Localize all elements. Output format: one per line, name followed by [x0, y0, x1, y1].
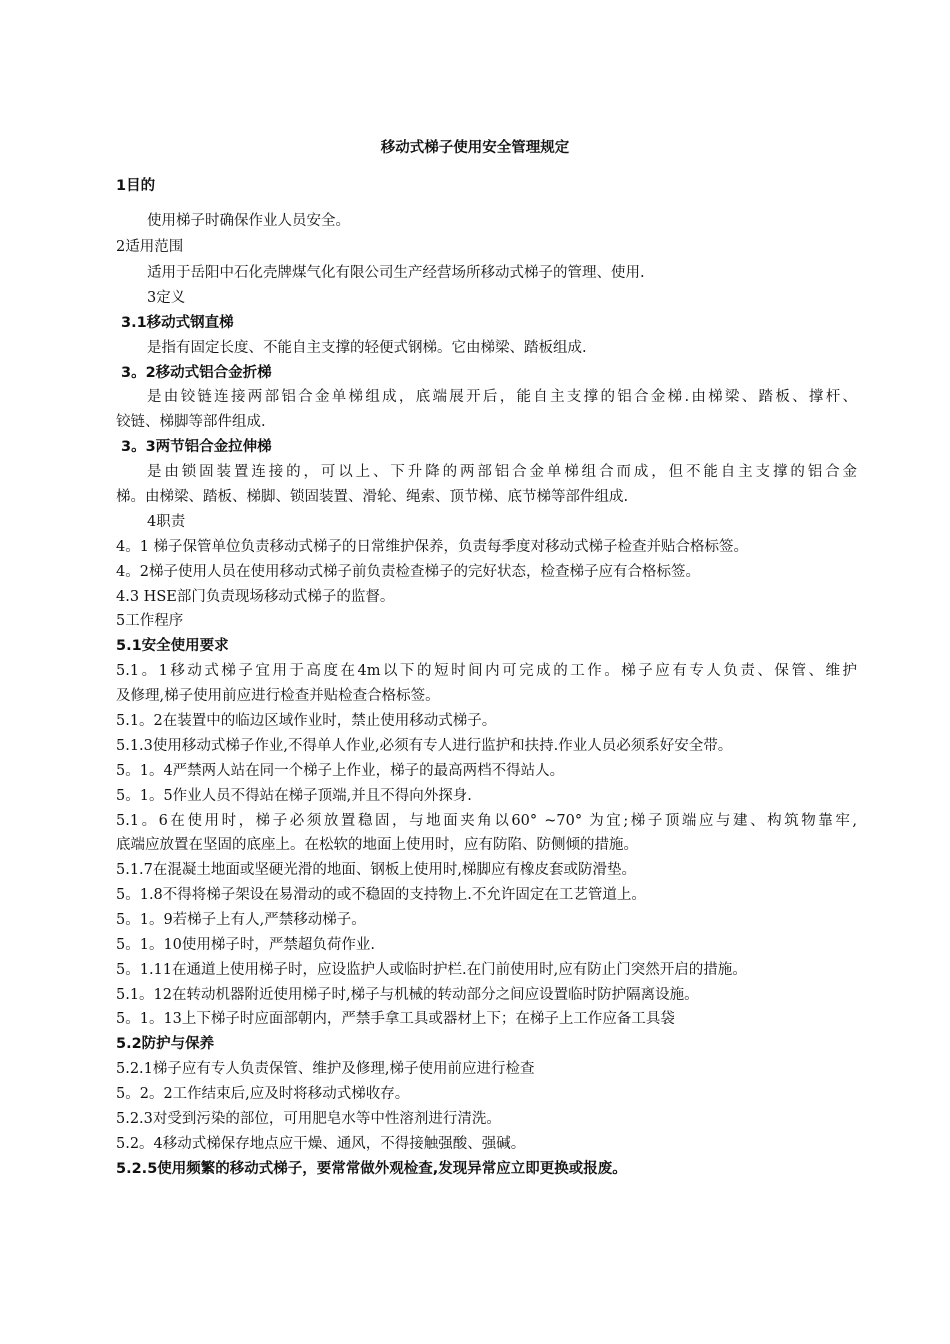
paragraph-line: 5。1。10使用梯子时，严禁超负荷作业.	[116, 937, 376, 953]
paragraph-line: 5.1。12在转动机器附近使用梯子时,梯子与机械的转动部分之间应设置临时防护隔离设施。	[116, 987, 699, 1003]
paragraph-line: 5。1。4严禁两人站在同一个梯子上作业，梯子的最高两档不得站人。	[116, 763, 565, 779]
subsection-heading: 5.2防护与保养	[116, 1036, 215, 1052]
paragraph-line: 5.1。6在使用时，梯子必须放置稳固，与地面夹角以60° ~70° 为宜;梯子顶端应与建、构筑物靠牢,	[116, 813, 857, 829]
paragraph-line: 及修理,梯子使用前应进行检查并贴检查合格标签。	[116, 688, 440, 704]
paragraph-line: 5.1.7在混凝土地面或坚硬光滑的地面、钢板上使用时,梯脚应有橡皮套或防滑垫。	[116, 862, 637, 878]
paragraph-line: 是指有固定长度、不能自主支撑的轻便式钢梯。它由梯梁、踏板组成.	[147, 340, 587, 356]
paragraph-line: 4.3 HSE部门负责现场移动式梯子的监督。	[116, 589, 395, 605]
section-heading: 2适用范围	[116, 239, 184, 255]
subsection-heading: 3。2移动式铝合金折梯	[121, 365, 272, 381]
paragraph-line: 5.1。1移动式梯子宜用于高度在4m以下的短时间内可完成的工作。梯子应有专人负责、保管、维护	[116, 663, 857, 679]
paragraph-line: 5。1。5作业人员不得站在梯子顶端,并且不得向外探身.	[116, 788, 472, 804]
paragraph-line: 5.2。4移动式梯保存地点应干燥、通风，不得接触强酸、强碱。	[116, 1136, 526, 1152]
paragraph-line: 梯。由梯梁、踏板、梯脚、锁固装置、滑轮、绳索、顶节梯、底节梯等部件组成.	[116, 489, 629, 505]
document-title: 移动式梯子使用安全管理规定	[380, 140, 570, 156]
paragraph-line: 5.2.3对受到污染的部位，可用肥皂水等中性溶剂进行清洗。	[116, 1111, 501, 1127]
paragraph-line: 5.1。2在装置中的临边区域作业时，禁止使用移动式梯子。	[116, 713, 497, 729]
paragraph-line: 4。1 梯子保管单位负责移动式梯子的日常维护保养，负责每季度对移动式梯子检查并贴合格标签。	[116, 539, 749, 555]
paragraph-line: 是由锁固装置连接的，可以上、下升降的两部铝合金单梯组合而成，但不能自主支撑的铝合金	[147, 464, 857, 480]
paragraph-line: 5。1.8不得将梯子架设在易滑动的或不稳固的支持物上.不允许固定在工艺管道上。	[116, 887, 646, 903]
subsection-heading: 5.1安全使用要求	[116, 638, 229, 654]
paragraph-line: 5.1.3使用移动式梯子作业,不得单人作业,必须有专人进行监护和扶持.作业人员必须系好安全带。	[116, 738, 733, 754]
section-heading: 1目的	[116, 178, 156, 194]
paragraph-line: 5.2.1梯子应有专人负责保管、维护及修理,梯子使用前应进行检查	[116, 1061, 535, 1077]
paragraph-line: 5。1。9若梯子上有人,严禁移动梯子。	[116, 912, 366, 928]
section-heading: 3定义	[147, 290, 186, 306]
paragraph-line: 5。1.11在通道上使用梯子时，应设监护人或临时护栏.在门前使用时,应有防止门突然开启的措施。	[116, 962, 747, 978]
paragraph-line: 5.2.5使用频繁的移动式梯子，要常常做外观检查,发现异常应立即更换或报废。	[116, 1161, 627, 1177]
paragraph-line: 适用于岳阳中石化壳牌煤气化有限公司生产经营场所移动式梯子的管理、使用.	[147, 265, 645, 281]
paragraph-line: 5。1。13上下梯子时应面部朝内，严禁手拿工具或器材上下；在梯子上工作应备工具袋	[116, 1011, 675, 1027]
paragraph-line: 是由铰链连接两部铝合金单梯组成，底端展开后，能自主支撑的铝合金梯.由梯梁、踏板、撑杆、	[147, 389, 857, 405]
section-heading: 5工作程序	[116, 613, 184, 629]
paragraph-line: 底端应放置在坚固的底座上。在松软的地面上使用时，应有防陷、防侧倾的措施。	[116, 837, 638, 853]
paragraph-line: 使用梯子时确保作业人员安全。	[147, 213, 350, 229]
paragraph-line: 铰链、梯脚等部件组成.	[116, 414, 266, 430]
section-heading: 4职责	[147, 514, 186, 530]
subsection-heading: 3。3两节铝合金拉伸梯	[121, 439, 272, 455]
subsection-heading: 3.1移动式钢直梯	[121, 315, 234, 331]
paragraph-line: 4。2梯子使用人员在使用移动式梯子前负责检查梯子的完好状态，检查梯子应有合格标签。	[116, 564, 700, 580]
paragraph-line: 5。2。2工作结束后,应及时将移动式梯收存。	[116, 1086, 410, 1102]
